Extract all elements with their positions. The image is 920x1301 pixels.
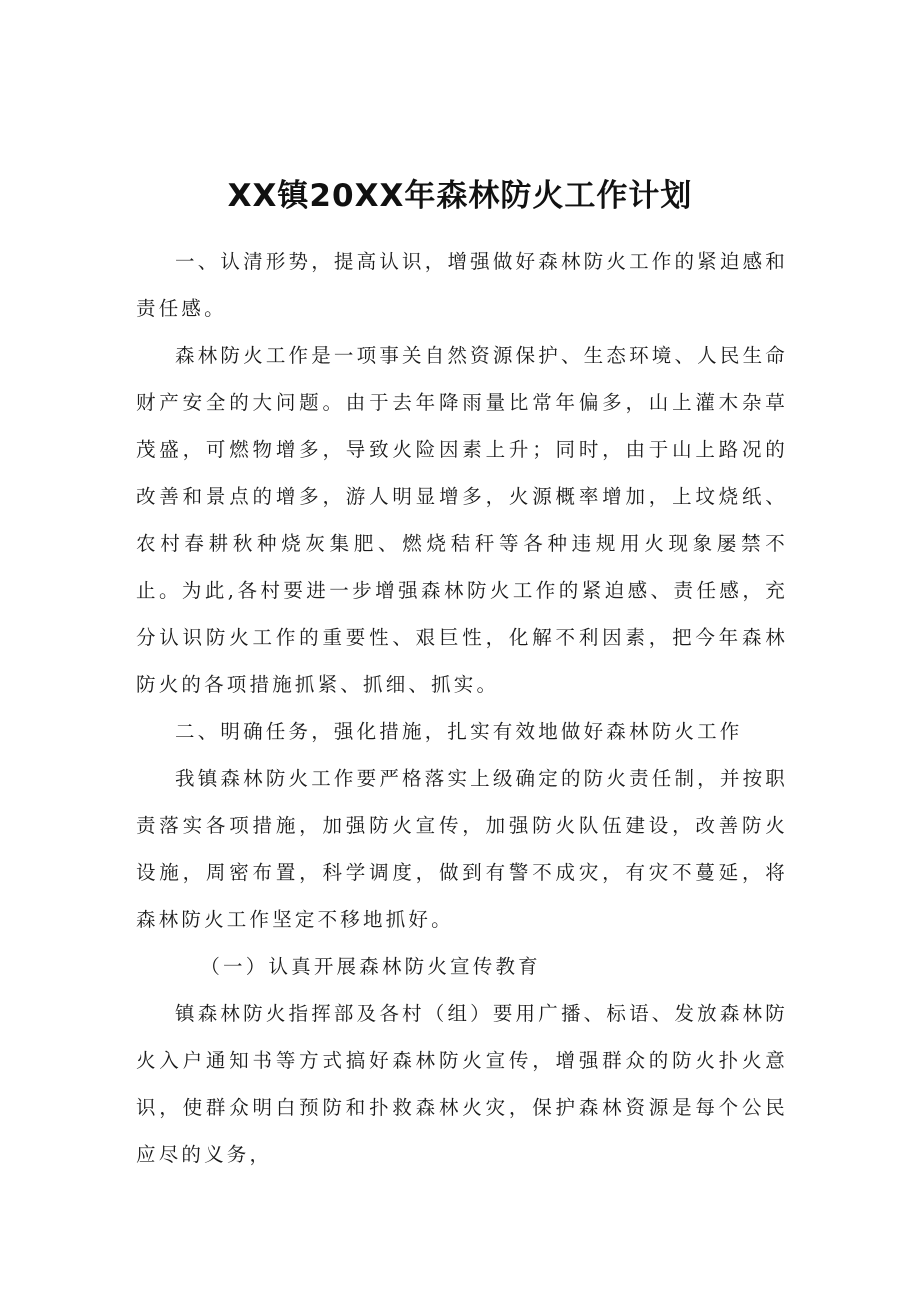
body-paragraph-2: 我镇森林防火工作要严格落实上级确定的防火责任制，并按职责落实各项措施，加强防火宣传，加强防火队伍建设，改善防火设施，周密布置，科学调度，做到有警不成灾，有灾不蔓延，将森林防火工作坚定不移地抓好。 — [136, 767, 788, 931]
subsection-heading-1: （一）认真开展森林防火宣传教育 — [200, 955, 541, 978]
section-heading-2: 二、明确任务，强化措施，扎实有效地做好森林防火工作 — [175, 720, 743, 743]
document-body — [136, 238, 788, 1178]
document-title: XX镇20XX年森林防火工作计划 — [227, 178, 693, 214]
body-paragraph-1: 森林防火工作是一项事关自然资源保护、生态环境、人民生命财产安全的大问题。由于去年降雨量比常年偏多，山上灌木杂草茂盛，可燃物增多，导致火险因素上升；同时，由于山上路况的改善和景点的增多，游人明显增多，火源概率增加，上坟烧纸、农村春耕秋种烧灰集肥、燃烧秸秆等各种违规用火现象屡禁不止。为此,各村要进一步增强森林防火工作的紧迫感、责任感，充分认识防火工作的重要性、艰巨性，化解不利因素，把今年森林防火的各项措施抓紧、抓细、抓实。 — [136, 344, 788, 696]
body-paragraph-3: 镇森林防火指挥部及各村（组）要用广播、标语、发放森林防火入户通知书等方式搞好森林防火宣传，增强群众的防火扑火意识，使群众明白预防和扑救森林火灾，保护森林资源是每个公民应尽的义务， — [136, 1002, 788, 1166]
section-heading-1: 一、认清形势，提高认识，增强做好森林防火工作的紧迫感和责任感。 — [136, 250, 788, 320]
